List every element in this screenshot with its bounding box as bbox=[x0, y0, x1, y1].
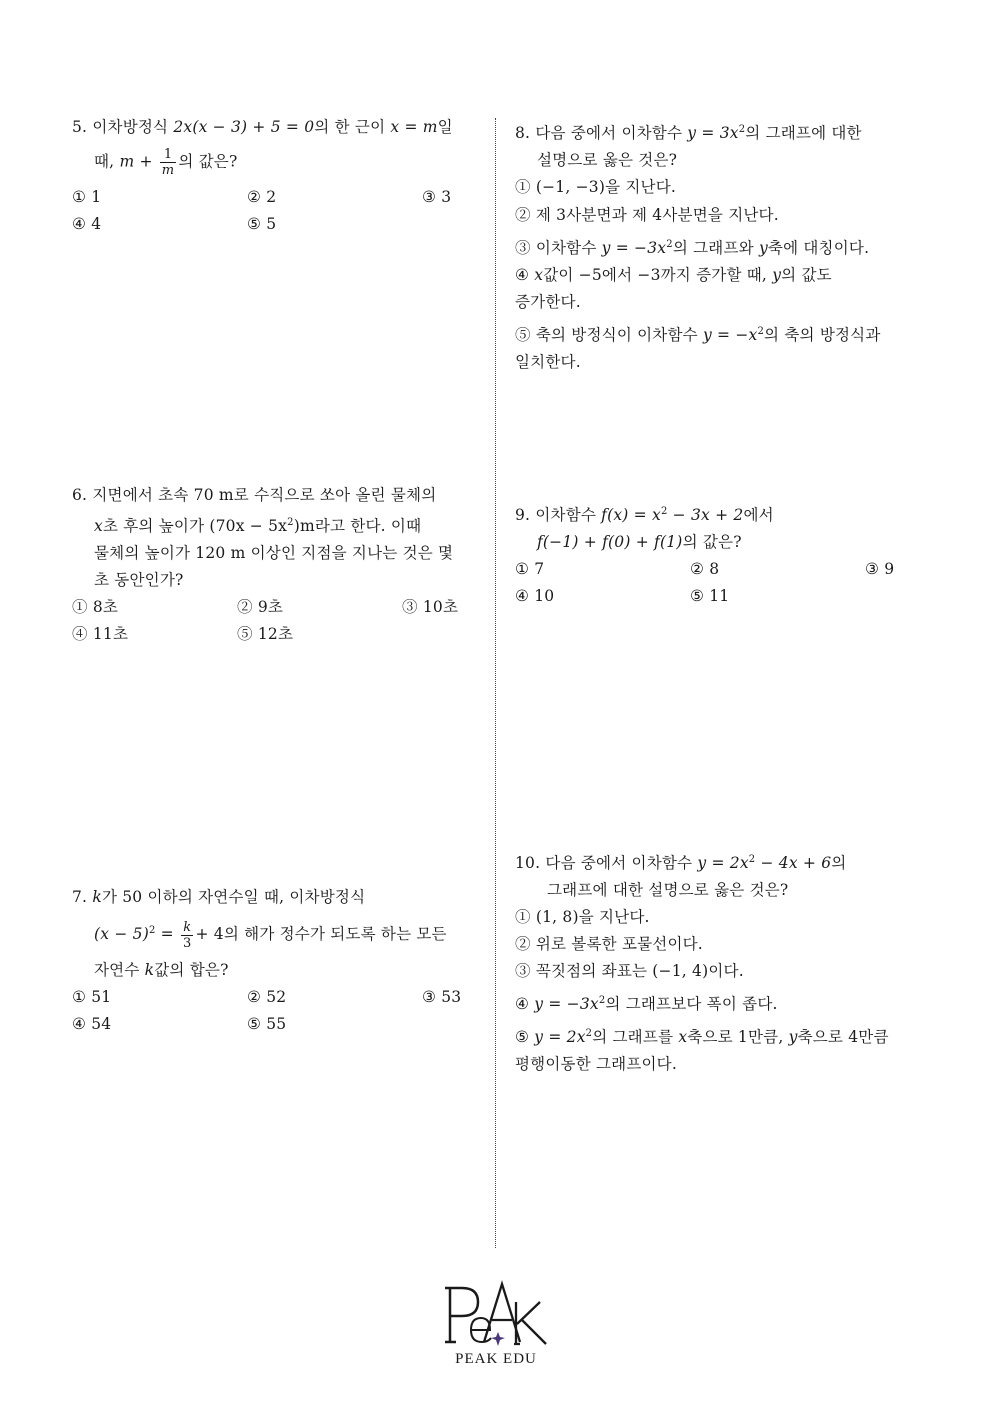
choice-4[interactable]: ④ 4 bbox=[72, 215, 102, 233]
q9-expr: f(−1) + f(0) + f(1) bbox=[537, 533, 683, 552]
q10-option-3[interactable]: ③ 꼭짓점의 좌표는 (−1, 4)이다. bbox=[515, 962, 744, 981]
q8-option-5[interactable] bbox=[515, 318, 955, 349]
q6-text: )m라고 한다. 이때 bbox=[293, 517, 422, 536]
q7-text: = bbox=[155, 925, 174, 944]
q8-function: y = −x bbox=[702, 326, 758, 345]
q10-function: y = 2x bbox=[534, 1028, 586, 1047]
q8-var: y bbox=[758, 239, 768, 258]
q8-text: 의 값도 bbox=[781, 266, 832, 285]
q5-text: 이차방정식 bbox=[92, 118, 174, 136]
q7-text: + 4의 해가 정수가 되도록 하는 모든 bbox=[195, 925, 447, 944]
q8-option-1[interactable]: ① (−1, −3)을 지난다. bbox=[515, 178, 677, 197]
column-divider bbox=[495, 118, 496, 1248]
q6-sup: 2 bbox=[287, 517, 294, 528]
q7-expr: (x − 5) bbox=[94, 925, 149, 944]
q8-var: y bbox=[772, 266, 782, 285]
choice-1[interactable]: ① 51 bbox=[72, 987, 112, 1006]
q5-text: 의 한 근이 bbox=[314, 118, 391, 136]
q8-text: 다음 중에서 이차함수 bbox=[535, 124, 688, 143]
q10-option-5-cont: 평행이동한 그래프이다. bbox=[515, 1055, 677, 1074]
q10-sup: 2 bbox=[585, 1028, 593, 1040]
q8-var: x bbox=[534, 266, 544, 285]
q10-option-1[interactable]: ① (1, 8)을 지난다. bbox=[515, 908, 650, 927]
q10-line1 bbox=[515, 846, 965, 877]
q7-var: k bbox=[144, 960, 155, 979]
fraction-denominator: 3 bbox=[182, 935, 192, 951]
q5-choices bbox=[72, 184, 472, 238]
q7-line1 bbox=[72, 884, 482, 911]
q6-line3: 물체의 높이가 120 m 이상인 지점을 지나는 것은 몇 bbox=[94, 544, 454, 563]
q10-function: − 4x + 6 bbox=[755, 854, 832, 873]
q10-function: y = 2x bbox=[697, 854, 749, 873]
choice-1[interactable]: ① 8초 bbox=[72, 598, 119, 617]
q6-text: 지면에서 초속 70 m로 수직으로 쏘아 올린 물체의 bbox=[92, 486, 437, 504]
q10-option-2[interactable]: ② 위로 볼록한 포물선이다. bbox=[515, 935, 703, 954]
q10-sup: 2 bbox=[748, 854, 756, 865]
q10-text: 의 그래프를 bbox=[592, 1028, 679, 1047]
q10-sup: 2 bbox=[598, 995, 606, 1007]
q8-option-4[interactable] bbox=[515, 262, 955, 289]
q7-line3 bbox=[72, 957, 482, 984]
choice-1[interactable]: ① 1 bbox=[72, 188, 102, 206]
choice-4[interactable]: ④ 11초 bbox=[72, 625, 129, 644]
q8-sup: 2 bbox=[666, 239, 673, 251]
q6-line1 bbox=[72, 482, 482, 509]
q9-function: f(x) = x bbox=[601, 506, 661, 525]
question-8 bbox=[515, 116, 955, 376]
q10-line2: 그래프에 대한 설명으로 옳은 것은? bbox=[547, 881, 789, 900]
question-number: 7. bbox=[72, 888, 88, 906]
question-6 bbox=[72, 482, 482, 648]
q7-text: 가 50 이하의 자연수일 때, 이차방정식 bbox=[101, 888, 366, 906]
question-number: 6. bbox=[72, 486, 88, 504]
q9-text: 의 값은? bbox=[682, 533, 742, 552]
q8-function: y = −3x bbox=[601, 239, 667, 258]
question-number: 9. bbox=[515, 506, 531, 525]
q10-var: x bbox=[678, 1028, 688, 1047]
q10-text: ⑤ bbox=[515, 1028, 535, 1047]
q10-text: 축으로 1만큼, bbox=[687, 1028, 789, 1047]
fraction-numerator: 1 bbox=[160, 147, 177, 163]
q8-text: ④ bbox=[515, 266, 535, 285]
choice-4[interactable]: ④ 10 bbox=[515, 587, 555, 606]
q5-condition: x = m bbox=[390, 118, 438, 136]
question-10 bbox=[515, 846, 965, 1078]
q5-stem-line2 bbox=[72, 147, 472, 178]
q7-text: 값의 합은? bbox=[154, 960, 229, 979]
q5-text: 때, bbox=[94, 152, 120, 171]
q9-line2 bbox=[515, 529, 955, 556]
choice-4[interactable]: ④ 54 bbox=[72, 1014, 112, 1033]
logo-caption: PEAK EDU bbox=[455, 1351, 537, 1367]
q7-sup: 2 bbox=[148, 925, 156, 936]
choice-5[interactable]: ⑤ 11 bbox=[690, 587, 730, 606]
q10-text: 의 그래프보다 폭이 좁다. bbox=[605, 995, 778, 1014]
q5-stem-line1 bbox=[72, 114, 472, 141]
q8-text: 의 축의 방정식과 bbox=[764, 326, 881, 345]
q6-var: x bbox=[94, 517, 103, 536]
choice-3[interactable]: ③ 9 bbox=[865, 560, 895, 579]
q8-function: y = 3x bbox=[687, 124, 739, 143]
choice-5[interactable]: ⑤ 55 bbox=[247, 1014, 287, 1033]
q8-text: ③ 이차함수 bbox=[515, 239, 602, 258]
q7-var: k bbox=[92, 888, 102, 906]
q10-option-5[interactable] bbox=[515, 1020, 965, 1051]
q8-option-3[interactable] bbox=[515, 231, 955, 262]
q9-text: 에서 bbox=[743, 506, 774, 525]
q6-line2 bbox=[72, 509, 482, 540]
q5-text: 일 bbox=[437, 118, 453, 136]
choice-3[interactable]: ③ 53 bbox=[422, 987, 462, 1006]
q8-line1 bbox=[515, 116, 955, 147]
choice-2[interactable]: ② 8 bbox=[690, 560, 720, 579]
q10-option-4[interactable] bbox=[515, 987, 965, 1018]
choice-1[interactable]: ① 7 bbox=[515, 560, 545, 579]
question-7 bbox=[72, 884, 482, 1038]
q9-line1 bbox=[515, 498, 955, 529]
q8-option-2[interactable]: ② 제 3사분면과 제 4사분면을 지난다. bbox=[515, 206, 779, 225]
choice-2[interactable]: ② 2 bbox=[247, 188, 277, 206]
q8-sup: 2 bbox=[738, 124, 746, 135]
q6-line4: 초 동안인가? bbox=[94, 571, 184, 590]
q7-text: 자연수 bbox=[94, 960, 145, 979]
question-9 bbox=[515, 498, 955, 610]
q7-fraction bbox=[181, 920, 193, 951]
q8-text: 의 그래프와 bbox=[672, 239, 759, 258]
q5-fraction bbox=[160, 147, 177, 178]
q6-text: 초 후의 높이가 (70x − 5x bbox=[102, 517, 288, 536]
question-number: 8. bbox=[515, 124, 531, 143]
q9-sup: 2 bbox=[660, 506, 668, 517]
q8-text: ⑤ 축의 방정식이 이차함수 bbox=[515, 326, 703, 345]
q8-text: 의 그래프에 대한 bbox=[745, 124, 862, 143]
q10-text: ④ bbox=[515, 995, 535, 1014]
q7-choices bbox=[72, 984, 482, 1038]
q8-text: 축에 대칭이다. bbox=[767, 239, 870, 258]
q10-var: y bbox=[788, 1028, 798, 1047]
q8-line2: 설명으로 옳은 것은? bbox=[537, 151, 678, 170]
q8-option-5-cont: 일치한다. bbox=[515, 353, 581, 372]
choice-3[interactable]: ③ 3 bbox=[422, 188, 452, 206]
q9-function: − 3x + 2 bbox=[667, 506, 744, 525]
choice-5[interactable]: ⑤ 5 bbox=[247, 215, 277, 233]
q7-line2 bbox=[72, 917, 482, 951]
q10-text: 축으로 4만큼 bbox=[797, 1028, 889, 1047]
fraction-numerator: k bbox=[181, 920, 193, 936]
q9-text: 이차함수 bbox=[535, 506, 602, 525]
q5-expression: m + bbox=[119, 152, 153, 171]
fraction-denominator: m bbox=[161, 163, 175, 178]
choice-2[interactable]: ② 52 bbox=[247, 987, 287, 1006]
choice-2[interactable]: ② 9초 bbox=[237, 598, 284, 617]
q6-choices bbox=[72, 594, 482, 648]
question-number: 5. bbox=[72, 118, 88, 136]
question-5 bbox=[72, 114, 472, 238]
choice-3[interactable]: ③ 10초 bbox=[402, 598, 459, 617]
q8-sup: 2 bbox=[757, 326, 765, 338]
q9-choices bbox=[515, 556, 955, 610]
q8-text: 값이 −5에서 −3까지 증가할 때, bbox=[543, 266, 773, 285]
q8-option-4-cont: 증가한다. bbox=[515, 293, 581, 312]
q5-equation: 2x(x − 3) + 5 = 0 bbox=[173, 118, 315, 136]
choice-5[interactable]: ⑤ 12초 bbox=[237, 625, 294, 644]
q10-function: y = −3x bbox=[534, 995, 599, 1014]
q10-text: 의 bbox=[831, 854, 847, 873]
q5-text: 의 값은? bbox=[178, 152, 238, 171]
question-number: 10. bbox=[515, 854, 541, 873]
q10-text: 다음 중에서 이차함수 bbox=[545, 854, 698, 873]
